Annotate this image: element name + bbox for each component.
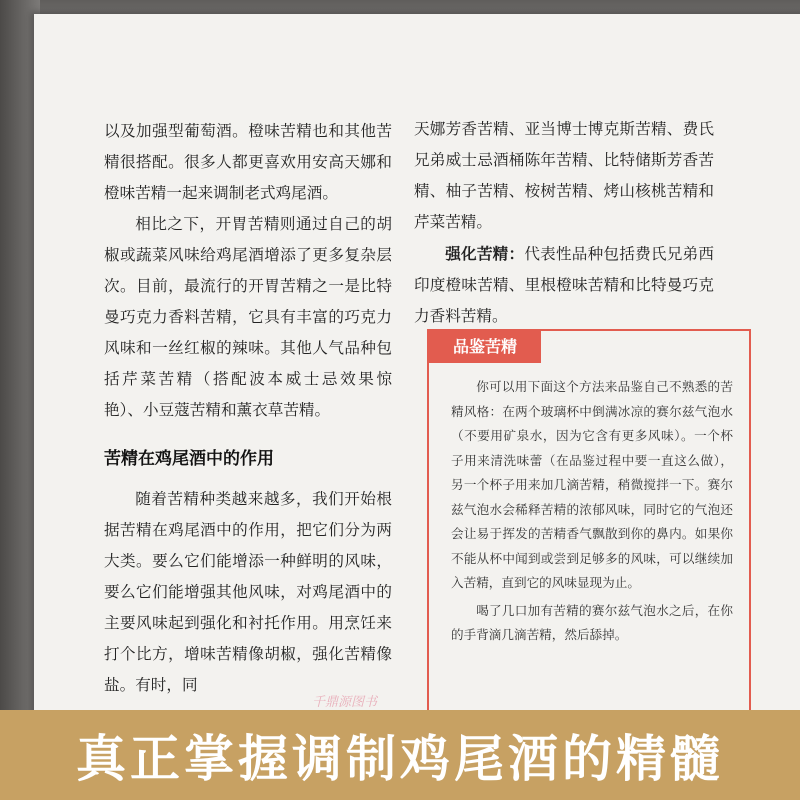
banner-text: 真正掌握调制鸡尾酒的精髓: [76, 730, 724, 788]
right-column: [414, 114, 714, 332]
left-column: [104, 116, 392, 701]
tasting-sidebar-box: [427, 329, 751, 751]
sidebar-title: 品鉴苦精: [429, 331, 541, 363]
right-paragraph-2: [414, 238, 714, 332]
section-heading: 苦精在鸡尾酒中的作用: [104, 449, 274, 469]
watermark: 千鼎源图书: [312, 695, 378, 710]
sidebar-text: [451, 375, 733, 648]
left-paragraph-1: 以及加强型葡萄酒。橙味苦精也和其他苦精很搭配。很多人都更喜欢用安高天娜和橙味苦精一起来调制老式鸡尾酒。: [104, 122, 392, 202]
left-paragraph-2: 相比之下，开胃苦精则通过自己的胡椒或蔬菜风味给鸡尾酒增添了更多复杂层次。目前，最流行的开胃苦精之一是比特曼巧克力香料苦精，它具有丰富的巧克力风味和一丝红椒的辣味。其他人气品种包括芹菜苦精（搭配波本威士忌效果惊艳）、小豆蔻苦精和薰衣草苦精。: [104, 215, 392, 419]
sidebar-paragraph-1: 你可以用下面这个方法来品鉴自己不熟悉的苦精风格：在两个玻璃杯中倒满冰凉的赛尔兹气泡水（不要用矿泉水，因为它含有更多风味）。一个杯子用来清洗味蕾（在品鉴过程中要一直这么做），另一个杯子用来加几滴苦精，稍微搅拌一下。赛尔兹气泡水会稀释苦精的浓郁风味，同时它的气泡还会让易于挥发的苦精香气飘散到你的鼻内。如果你不能从杯中闻到或尝到足够多的风味，可以继续加入苦精，直到它的风味显现为止。: [451, 379, 733, 590]
term-label: 强化苦精：: [445, 244, 525, 263]
promo-banner: [0, 710, 800, 800]
left-paragraph-3: 随着苦精种类越来越多，我们开始根据苦精在鸡尾酒中的作用，把它们分为两大类。要么它们能增添一种鲜明的风味，要么它们能增强其他风味，对鸡尾酒中的主要风味起到强化和衬托作用。用烹饪来打个比方，增味苦精像胡椒，强化苦精像盐。有时，同: [104, 490, 392, 694]
sidebar-paragraph-2: 喝了几口加有苦精的赛尔兹气泡水之后，在你的手背滴几滴苦精，然后舔掉。: [451, 602, 733, 642]
right-paragraph-1: 天娜芳香苦精、亚当博士博克斯苦精、费氏兄弟威士忌酒桶陈年苦精、比特储斯芳香苦精、柚子苦精、桉树苦精、烤山核桃苦精和芹菜苦精。: [414, 120, 714, 231]
right-paragraph-2-text: 代表性品种包括费氏兄弟西印度橙味苦精、里根橙味苦精和比特曼巧克力香料苦精。: [414, 245, 714, 325]
